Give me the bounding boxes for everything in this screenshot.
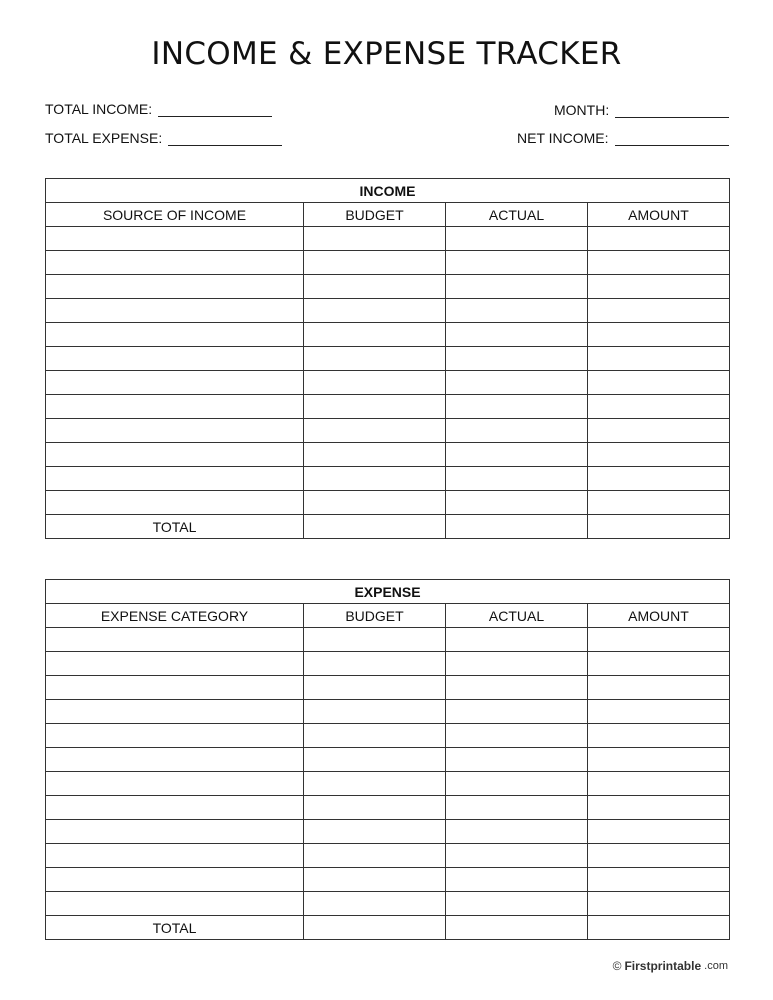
income-entry-cell[interactable] — [588, 275, 730, 299]
expense-entry-cell[interactable] — [46, 772, 304, 796]
income-entry-cell[interactable] — [304, 323, 446, 347]
income-entry-cell[interactable] — [446, 467, 588, 491]
expense-entry-cell[interactable] — [304, 748, 446, 772]
expense-entry-row — [46, 820, 730, 844]
income-entry-row — [46, 395, 730, 419]
income-column-header: ACTUAL — [446, 203, 588, 227]
income-entry-cell[interactable] — [446, 395, 588, 419]
income-entry-cell[interactable] — [46, 251, 304, 275]
income-entry-cell[interactable] — [446, 371, 588, 395]
expense-rows — [46, 628, 730, 916]
income-entry-row — [46, 443, 730, 467]
expense-entry-cell[interactable] — [446, 652, 588, 676]
expense-entry-row — [46, 844, 730, 868]
income-entry-cell[interactable] — [46, 275, 304, 299]
income-entry-cell[interactable] — [446, 299, 588, 323]
income-entry-cell[interactable] — [304, 491, 446, 515]
expense-entry-cell[interactable] — [304, 868, 446, 892]
income-total-cell[interactable] — [304, 515, 446, 539]
expense-entry-cell[interactable] — [304, 724, 446, 748]
expense-total-cell[interactable] — [588, 916, 730, 940]
income-entry-cell[interactable] — [588, 347, 730, 371]
income-entry-cell[interactable] — [446, 275, 588, 299]
brand-tld: .com — [704, 960, 728, 972]
income-entry-row — [46, 275, 730, 299]
expense-entry-row — [46, 628, 730, 652]
month-blank[interactable] — [615, 103, 729, 118]
expense-entry-cell[interactable] — [446, 772, 588, 796]
income-entry-row — [46, 467, 730, 491]
expense-entry-cell[interactable] — [446, 628, 588, 652]
expense-entry-row — [46, 868, 730, 892]
expense-entry-cell[interactable] — [588, 892, 730, 916]
expense-entry-cell[interactable] — [304, 772, 446, 796]
expense-column-header: BUDGET — [304, 604, 446, 628]
month-label: MONTH: — [554, 102, 610, 118]
income-entry-cell[interactable] — [446, 491, 588, 515]
income-entry-row — [46, 347, 730, 371]
income-entry-row — [46, 419, 730, 443]
expense-section-title: EXPENSE — [46, 580, 730, 604]
income-entry-cell[interactable] — [46, 347, 304, 371]
expense-entry-cell[interactable] — [446, 844, 588, 868]
expense-entry-row — [46, 652, 730, 676]
expense-entry-row — [46, 724, 730, 748]
expense-entry-cell[interactable] — [588, 868, 730, 892]
total-income-blank[interactable] — [158, 102, 272, 117]
expense-entry-cell[interactable] — [446, 868, 588, 892]
income-total-cell[interactable] — [588, 515, 730, 539]
expense-entry-cell[interactable] — [588, 628, 730, 652]
expense-entry-cell[interactable] — [588, 796, 730, 820]
income-entry-cell[interactable] — [304, 467, 446, 491]
income-entry-cell[interactable] — [46, 467, 304, 491]
income-entry-cell[interactable] — [588, 251, 730, 275]
copyright-icon: © — [612, 959, 622, 973]
income-total-cell[interactable] — [446, 515, 588, 539]
income-entry-cell[interactable] — [304, 395, 446, 419]
expense-entry-row — [46, 892, 730, 916]
income-entry-cell[interactable] — [588, 299, 730, 323]
income-entry-cell[interactable] — [46, 491, 304, 515]
income-entry-row — [46, 323, 730, 347]
income-table — [45, 178, 730, 539]
expense-entry-cell[interactable] — [588, 772, 730, 796]
expense-entry-cell[interactable] — [46, 700, 304, 724]
income-entry-cell[interactable] — [304, 419, 446, 443]
income-entry-cell[interactable] — [446, 443, 588, 467]
net-income-label: NET INCOME: — [517, 130, 609, 146]
income-entry-row — [46, 227, 730, 251]
expense-entry-cell[interactable] — [46, 844, 304, 868]
income-rows — [46, 227, 730, 515]
income-entry-row — [46, 371, 730, 395]
income-column-header: BUDGET — [304, 203, 446, 227]
income-entry-row — [46, 299, 730, 323]
income-entry-cell[interactable] — [588, 443, 730, 467]
income-entry-cell[interactable] — [304, 299, 446, 323]
expense-entry-cell[interactable] — [588, 676, 730, 700]
total-expense-blank[interactable] — [168, 131, 282, 146]
expense-entry-cell[interactable] — [304, 796, 446, 820]
expense-entry-cell[interactable] — [446, 724, 588, 748]
brand-footer — [613, 959, 728, 973]
income-entry-cell[interactable] — [588, 467, 730, 491]
expense-entry-cell[interactable] — [46, 724, 304, 748]
expense-column-header: AMOUNT — [588, 604, 730, 628]
income-entry-row — [46, 491, 730, 515]
income-entry-cell[interactable] — [304, 347, 446, 371]
income-entry-cell[interactable] — [46, 443, 304, 467]
income-entry-cell[interactable] — [446, 323, 588, 347]
income-section-title: INCOME — [46, 179, 730, 203]
income-entry-cell[interactable] — [588, 491, 730, 515]
expense-entry-cell[interactable] — [46, 748, 304, 772]
expense-entry-row — [46, 748, 730, 772]
income-entry-cell[interactable] — [46, 395, 304, 419]
expense-entry-cell[interactable] — [588, 820, 730, 844]
income-entry-row — [46, 251, 730, 275]
income-entry-cell[interactable] — [304, 371, 446, 395]
income-entry-cell[interactable] — [46, 227, 304, 251]
income-entry-cell[interactable] — [304, 443, 446, 467]
income-column-header: AMOUNT — [588, 203, 730, 227]
income-entry-cell[interactable] — [304, 251, 446, 275]
expense-entry-cell[interactable] — [588, 748, 730, 772]
expense-entry-cell[interactable] — [588, 844, 730, 868]
expense-entry-cell[interactable] — [446, 748, 588, 772]
income-entry-cell[interactable] — [588, 371, 730, 395]
income-entry-cell[interactable] — [588, 395, 730, 419]
income-entry-cell[interactable] — [446, 347, 588, 371]
income-entry-cell[interactable] — [46, 323, 304, 347]
expense-entry-row — [46, 700, 730, 724]
page-title: INCOME & EXPENSE TRACKER — [151, 36, 622, 72]
income-entry-cell[interactable] — [588, 419, 730, 443]
expense-table — [45, 579, 730, 940]
expense-entry-row — [46, 796, 730, 820]
income-entry-cell[interactable] — [446, 419, 588, 443]
expense-entry-cell[interactable] — [446, 820, 588, 844]
expense-entry-cell[interactable] — [304, 700, 446, 724]
expense-entry-cell[interactable] — [304, 652, 446, 676]
expense-total-cell[interactable] — [304, 916, 446, 940]
expense-column-header: EXPENSE CATEGORY — [46, 604, 304, 628]
expense-entry-cell[interactable] — [446, 796, 588, 820]
expense-entry-cell[interactable] — [446, 700, 588, 724]
expense-total-row — [46, 916, 730, 940]
income-entry-cell[interactable] — [304, 227, 446, 251]
expense-entry-cell[interactable] — [46, 652, 304, 676]
expense-entry-row — [46, 676, 730, 700]
total-income-label: TOTAL INCOME: — [45, 101, 153, 117]
expense-entry-cell[interactable] — [304, 676, 446, 700]
income-entry-cell[interactable] — [46, 419, 304, 443]
income-entry-cell[interactable] — [446, 251, 588, 275]
expense-entry-cell[interactable] — [46, 676, 304, 700]
income-entry-cell[interactable] — [588, 227, 730, 251]
income-total-label: TOTAL — [46, 515, 304, 539]
month-field — [554, 102, 729, 118]
expense-entry-cell[interactable] — [304, 892, 446, 916]
expense-entry-cell[interactable] — [46, 892, 304, 916]
income-entry-cell[interactable] — [446, 227, 588, 251]
total-expense-label: TOTAL EXPENSE: — [45, 130, 163, 146]
total-income-field — [45, 101, 272, 117]
expense-entry-cell[interactable] — [446, 676, 588, 700]
expense-entry-cell[interactable] — [46, 820, 304, 844]
income-entry-cell[interactable] — [304, 275, 446, 299]
income-entry-cell[interactable] — [588, 323, 730, 347]
brand-name: Firstprintable — [624, 959, 702, 973]
income-total-row — [46, 515, 730, 539]
income-column-header: SOURCE OF INCOME — [46, 203, 304, 227]
expense-entry-row — [46, 772, 730, 796]
expense-entry-cell[interactable] — [46, 796, 304, 820]
expense-column-header: ACTUAL — [446, 604, 588, 628]
expense-entry-cell[interactable] — [304, 628, 446, 652]
expense-total-cell[interactable] — [446, 916, 588, 940]
income-entry-cell[interactable] — [46, 371, 304, 395]
expense-entry-cell[interactable] — [588, 700, 730, 724]
expense-entry-cell[interactable] — [446, 892, 588, 916]
expense-entry-cell[interactable] — [304, 844, 446, 868]
income-entry-cell[interactable] — [46, 299, 304, 323]
expense-entry-cell[interactable] — [46, 868, 304, 892]
net-income-blank[interactable] — [615, 131, 729, 146]
net-income-field — [517, 130, 729, 146]
expense-total-label: TOTAL — [46, 916, 304, 940]
total-expense-field — [45, 130, 282, 146]
expense-entry-cell[interactable] — [588, 652, 730, 676]
expense-entry-cell[interactable] — [46, 628, 304, 652]
expense-entry-cell[interactable] — [588, 724, 730, 748]
expense-entry-cell[interactable] — [304, 820, 446, 844]
